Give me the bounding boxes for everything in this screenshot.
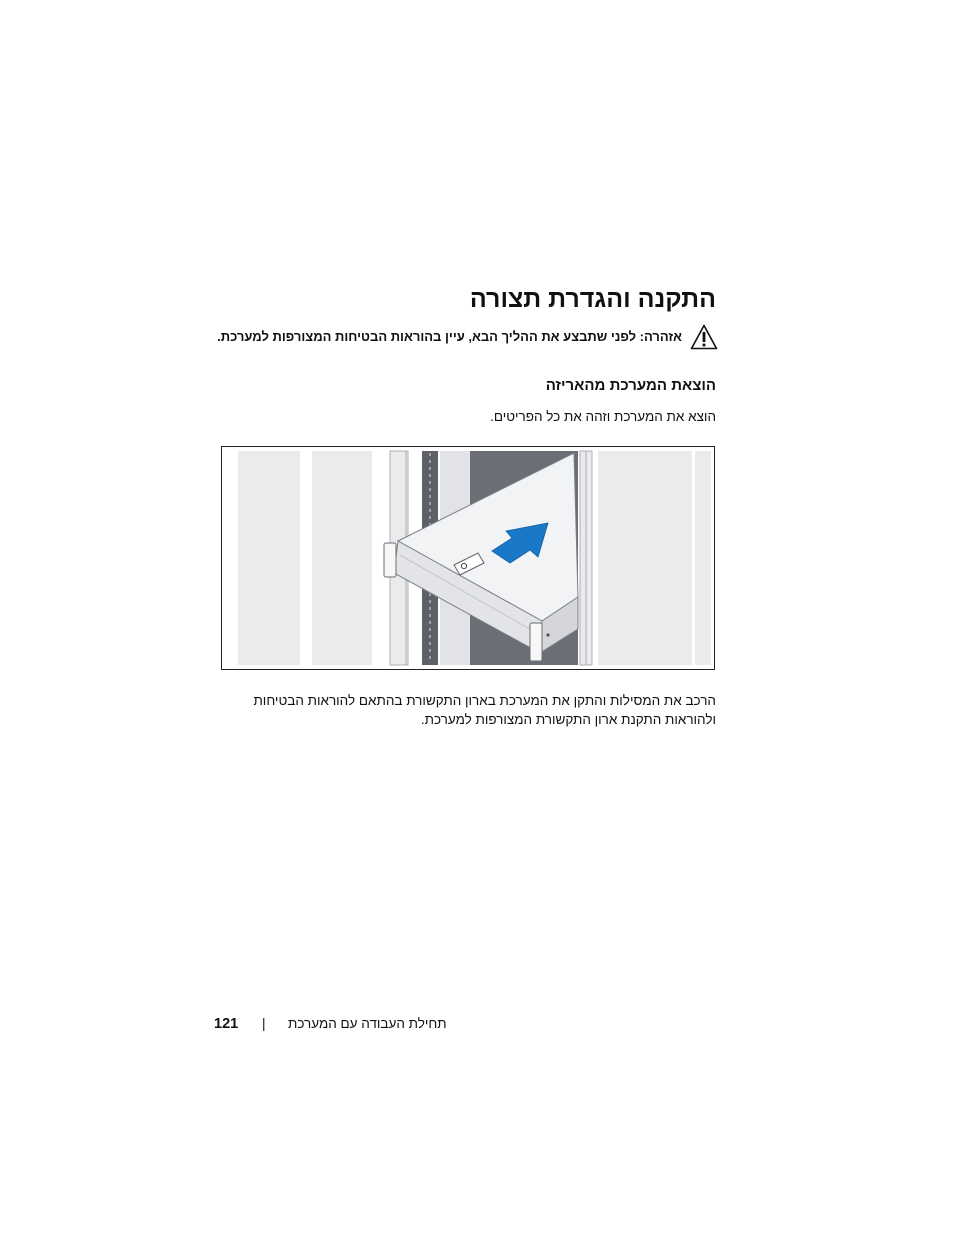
background-panel [695,451,711,665]
rack-installation-illustration [221,446,715,670]
footer-separator: | [262,1016,266,1031]
footer-section-title: תחילת העבודה עם המערכת [288,1016,447,1031]
rack-illustration-svg [222,447,714,669]
server-handle-left [384,543,396,577]
intro-paragraph: הוצא את המערכת וזהה את כל הפריטים. [490,409,716,424]
background-panel [312,451,372,665]
section-heading: הוצאת המערכת מהאריזה [545,377,716,394]
server-handle-right [530,623,542,661]
warning-notice [198,322,718,352]
page-number: 121 [214,1016,239,1032]
warning-triangle-icon [690,324,718,350]
warning-text: אזהרה: לפני שתבצע את ההליך הבא, עיין בהוראות הבטיחות המצורפות למערכת. [217,329,682,344]
background-panel [238,451,300,665]
installation-paragraph: הרכב את המסילות והתקן את המערכת בארון התקשורת בהתאם להוראות הבטיחות ולהוראות התקנת ארון התקשורת המצורפות למערכת. [253,693,716,727]
page-title: התקנה והגדרת תצורה [469,285,716,313]
page-footer [214,1014,474,1036]
background-panel [598,451,692,665]
